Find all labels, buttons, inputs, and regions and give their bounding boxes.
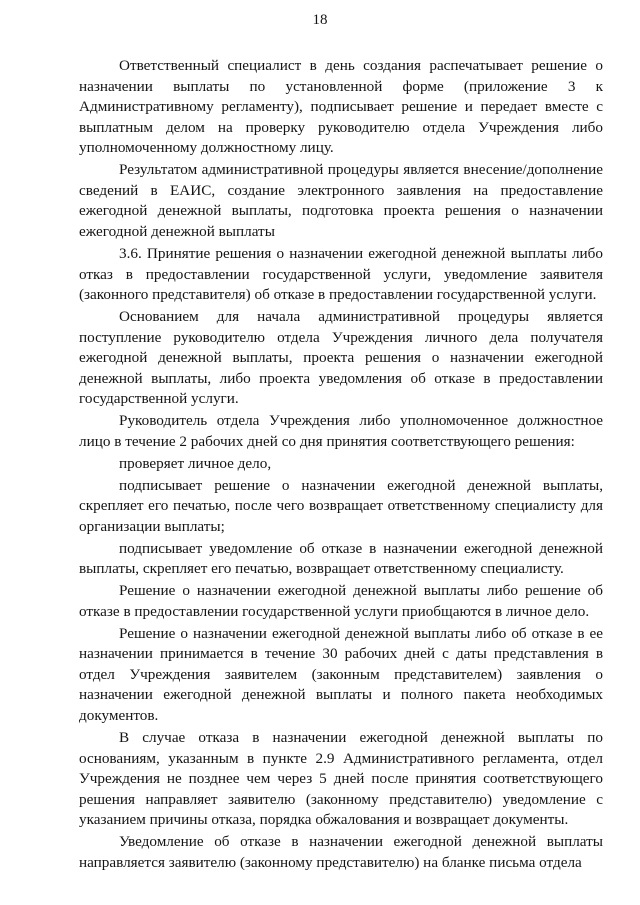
paragraph-3: 3.6. Принятие решения о назначении ежегодной денежной выплаты либо отказ в предоставлении государственной услуги, уведомление заявителя (законного представителя) об отказе в предоставлении государственной услуги. — [79, 244, 603, 304]
paragraph-4: Основанием для начала административной процедуры является поступление руководителю отдела Учреждения личного дела получателя ежегодной денежной выплаты, проекта решения о назначении ежегодной денежной выплаты, либо проекта уведомления об отказе в предоставлении государственной услуги. — [79, 308, 603, 408]
page-number: 18 — [312, 12, 328, 28]
paragraph-11: В случае отказа в назначении ежегодной денежной выплаты по основаниям, указанным в пункте 2.9 Административного регламента, отдел Учреждения не позднее чем через 5 дней после принятия соответствующего решения направляет заявителю (законному представителю) уведомление с указанием причины отказа, порядка обжалования и возвращает документы. — [79, 728, 603, 829]
paragraph-10: Решение о назначении ежегодной денежной выплаты либо об отказе в ее назначении принимается в течение 30 рабочих дней с даты представления в отдел Учреждения заявителем (законным представителем) заявления о назначении ежегодной денежной выплаты и полного пакета необходимых документов. — [79, 624, 603, 725]
paragraph-6: проверяет личное дело, — [119, 454, 272, 472]
paragraph-8: подписывает уведомление об отказе в назначении ежегодной денежной выплаты, скрепляет его печатью, возвращает ответственному специалисту. — [79, 539, 603, 578]
paragraph-12: Уведомление об отказе в назначении ежегодной денежной выплаты направляется заявителю (законному представителю) на бланке письма отдела — [79, 833, 603, 871]
paragraph-9: Решение о назначении ежегодной денежной выплаты либо решение об отказе в предоставлении государственной услуги приобщаются в личное дело. — [79, 582, 603, 620]
paragraph-1: Ответственный специалист в день создания распечатывает решение о назначении выплаты по установленной форме (приложение 3 к Административному регламенту), подписывает решение и передает вместе с выплатным делом на проверку руководителю отдела Учреждения либо уполномоченному должностному лицу. — [79, 57, 603, 157]
paragraph-7: подписывает решение о назначении ежегодной денежной выплаты, скрепляет его печатью, после чего возвращает ответственному специалисту для организации выплаты; — [79, 476, 603, 535]
paragraph-5: Руководитель отдела Учреждения либо уполномоченное должностное лицо в течение 2 рабочих дней со дня принятия соответствующего решения: — [79, 412, 603, 450]
paragraph-2: Результатом административной процедуры является внесение/дополнение сведений в ЕАИС, создание электронного заявления на предоставление ежегодной денежной выплаты, подготовка проекта решения о назначении ежегодной денежной выплаты — [79, 161, 603, 241]
document-body — [79, 56, 603, 875]
